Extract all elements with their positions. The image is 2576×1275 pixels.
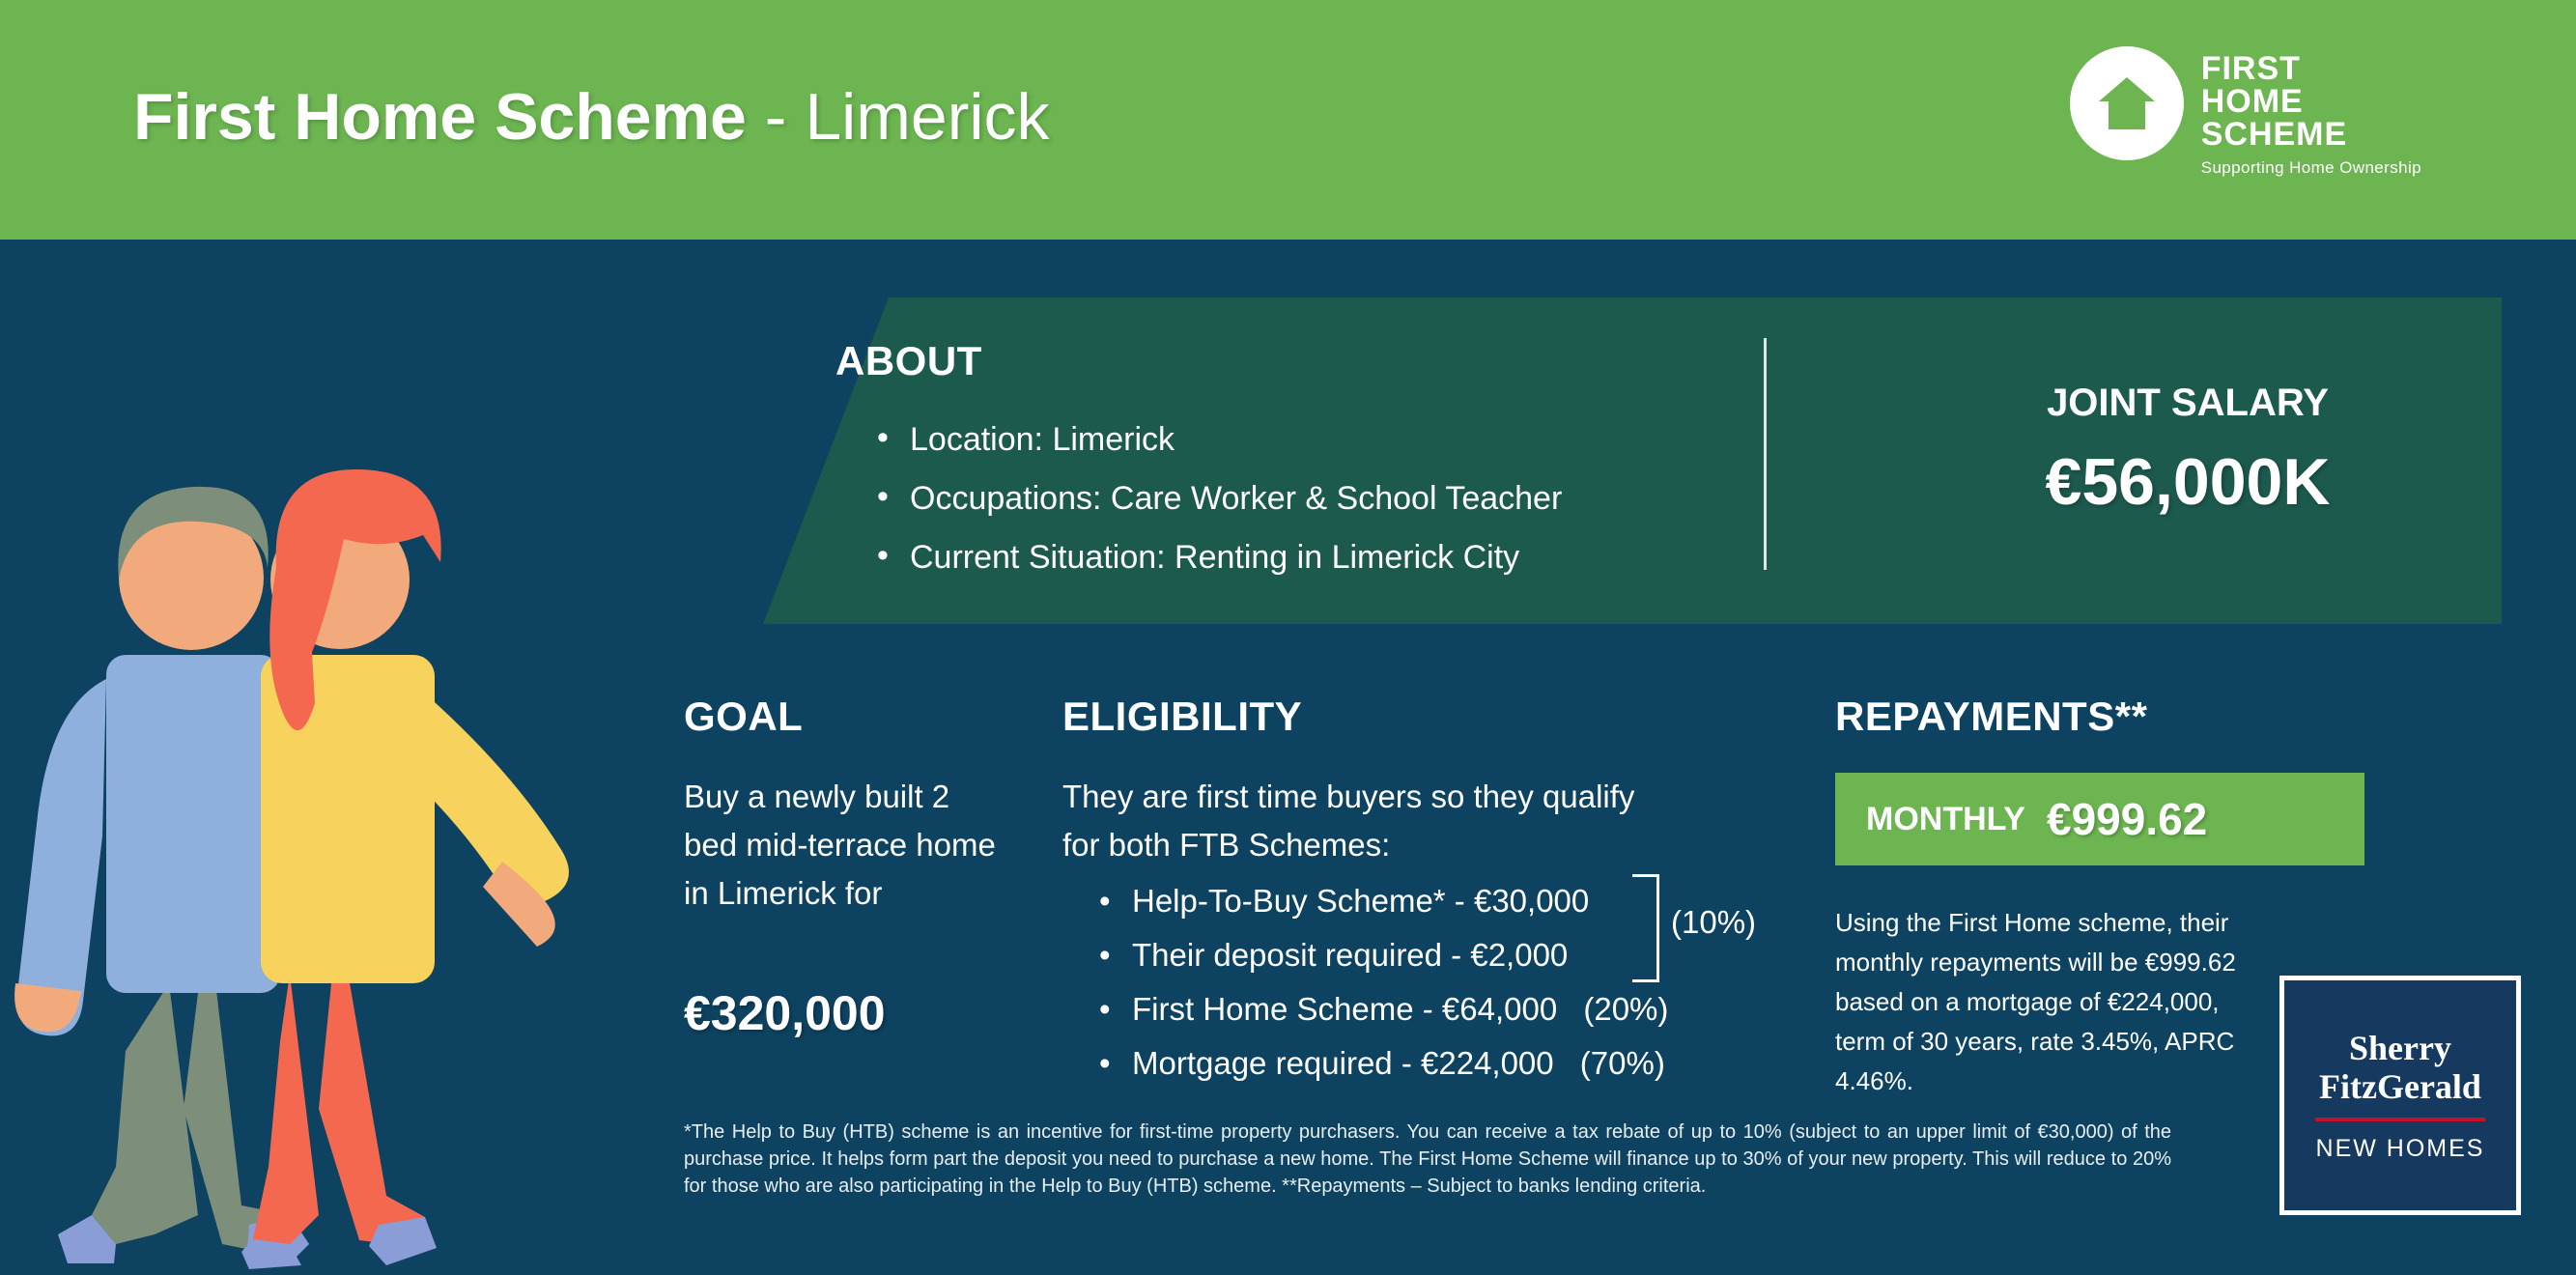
sherry-fitzgerald-logo — [2279, 976, 2521, 1215]
list-item — [1091, 982, 1668, 1036]
partner-line-1: Sherry — [2349, 1028, 2451, 1067]
grouping-bracket — [1632, 874, 1659, 982]
first-home-scheme-logo — [2070, 46, 2421, 178]
goal-heading: GOAL — [684, 694, 804, 739]
list-item-percent: (70%) — [1579, 1045, 1665, 1081]
bracket-percent-label: (10%) — [1671, 904, 1757, 940]
list-item — [1091, 928, 1668, 982]
header-banner — [0, 0, 2576, 240]
list-item: • Current Situation: Renting in Limerick City — [869, 528, 1562, 587]
page-title-light: - Limerick — [764, 80, 1050, 154]
eligibility-heading: ELIGIBILITY — [1062, 694, 1303, 739]
eligibility-intro: They are first time buyers so they qualify for both FTB Schemes: — [1062, 779, 1635, 863]
repayments-heading: REPAYMENTS** — [1835, 694, 2148, 739]
page-title-strong: First Home Scheme — [133, 80, 747, 154]
partner-line-2: FitzGerald — [2319, 1066, 2481, 1106]
partner-rule — [2315, 1118, 2485, 1121]
goal-amount: €320,000 — [684, 986, 886, 1040]
list-item-label: Help-To-Buy Scheme* - €30,000 — [1132, 883, 1590, 919]
about-divider — [1764, 338, 1767, 570]
monthly-repayment-band — [1835, 773, 2364, 865]
list-item-percent: (20%) — [1583, 991, 1669, 1027]
about-list — [869, 411, 1562, 587]
monthly-label: MONTHLY — [1866, 800, 2025, 837]
list-item-label: Their deposit required - €2,000 — [1132, 937, 1569, 973]
couple-illustration — [0, 240, 695, 1275]
logo-wordmark — [2201, 46, 2421, 178]
list-item — [1091, 1036, 1668, 1091]
joint-salary-value: €56,000K — [2045, 445, 2331, 519]
list-item — [1091, 874, 1668, 928]
repayments-note: Using the First Home scheme, their monthly repayments will be €999.62 based on a mortgage of €224,000, term of 30 years, rate 3.45%, APRC 4.46%. — [1835, 908, 2236, 1095]
footnote-text: *The Help to Buy (HTB) scheme is an incentive for first-time property purchasers. You can receive a tax rebate of up to 10% (subject to an upper limit of €30,000) of the purchase price. It helps form part the deposit you need to purchase a new home. The First Home Scheme will finance up to 30% of your new property. This will reduce to 20% for those who are also participating in the Help to Buy (HTB) scheme. **Repayments – Subject to banks lending criteria. — [684, 1121, 2171, 1197]
logo-line-3: SCHEME — [2200, 116, 2348, 153]
eligibility-list — [1091, 874, 1668, 1091]
partner-line-3: NEW HOMES — [2315, 1134, 2485, 1162]
logo-tagline: Supporting Home Ownership — [2200, 158, 2421, 177]
monthly-value: €999.62 — [2046, 794, 2208, 844]
about-heading: ABOUT — [835, 338, 982, 383]
page-title — [133, 79, 1049, 155]
logo-line-2: HOME — [2200, 83, 2304, 120]
list-item: • Location: Limerick — [869, 411, 1562, 469]
joint-salary-label: JOINT SALARY — [2047, 382, 2329, 424]
house-in-circle-icon — [2070, 46, 2184, 160]
list-item-label: Mortgage required - €224,000 — [1132, 1045, 1554, 1081]
logo-line-1: FIRST — [2200, 50, 2301, 87]
list-item-label: First Home Scheme - €64,000 — [1132, 991, 1558, 1027]
goal-text: Buy a newly built 2 bed mid-terrace home in Limerick for — [684, 779, 996, 911]
list-item: • Occupations: Care Worker & School Teacher — [869, 469, 1562, 528]
